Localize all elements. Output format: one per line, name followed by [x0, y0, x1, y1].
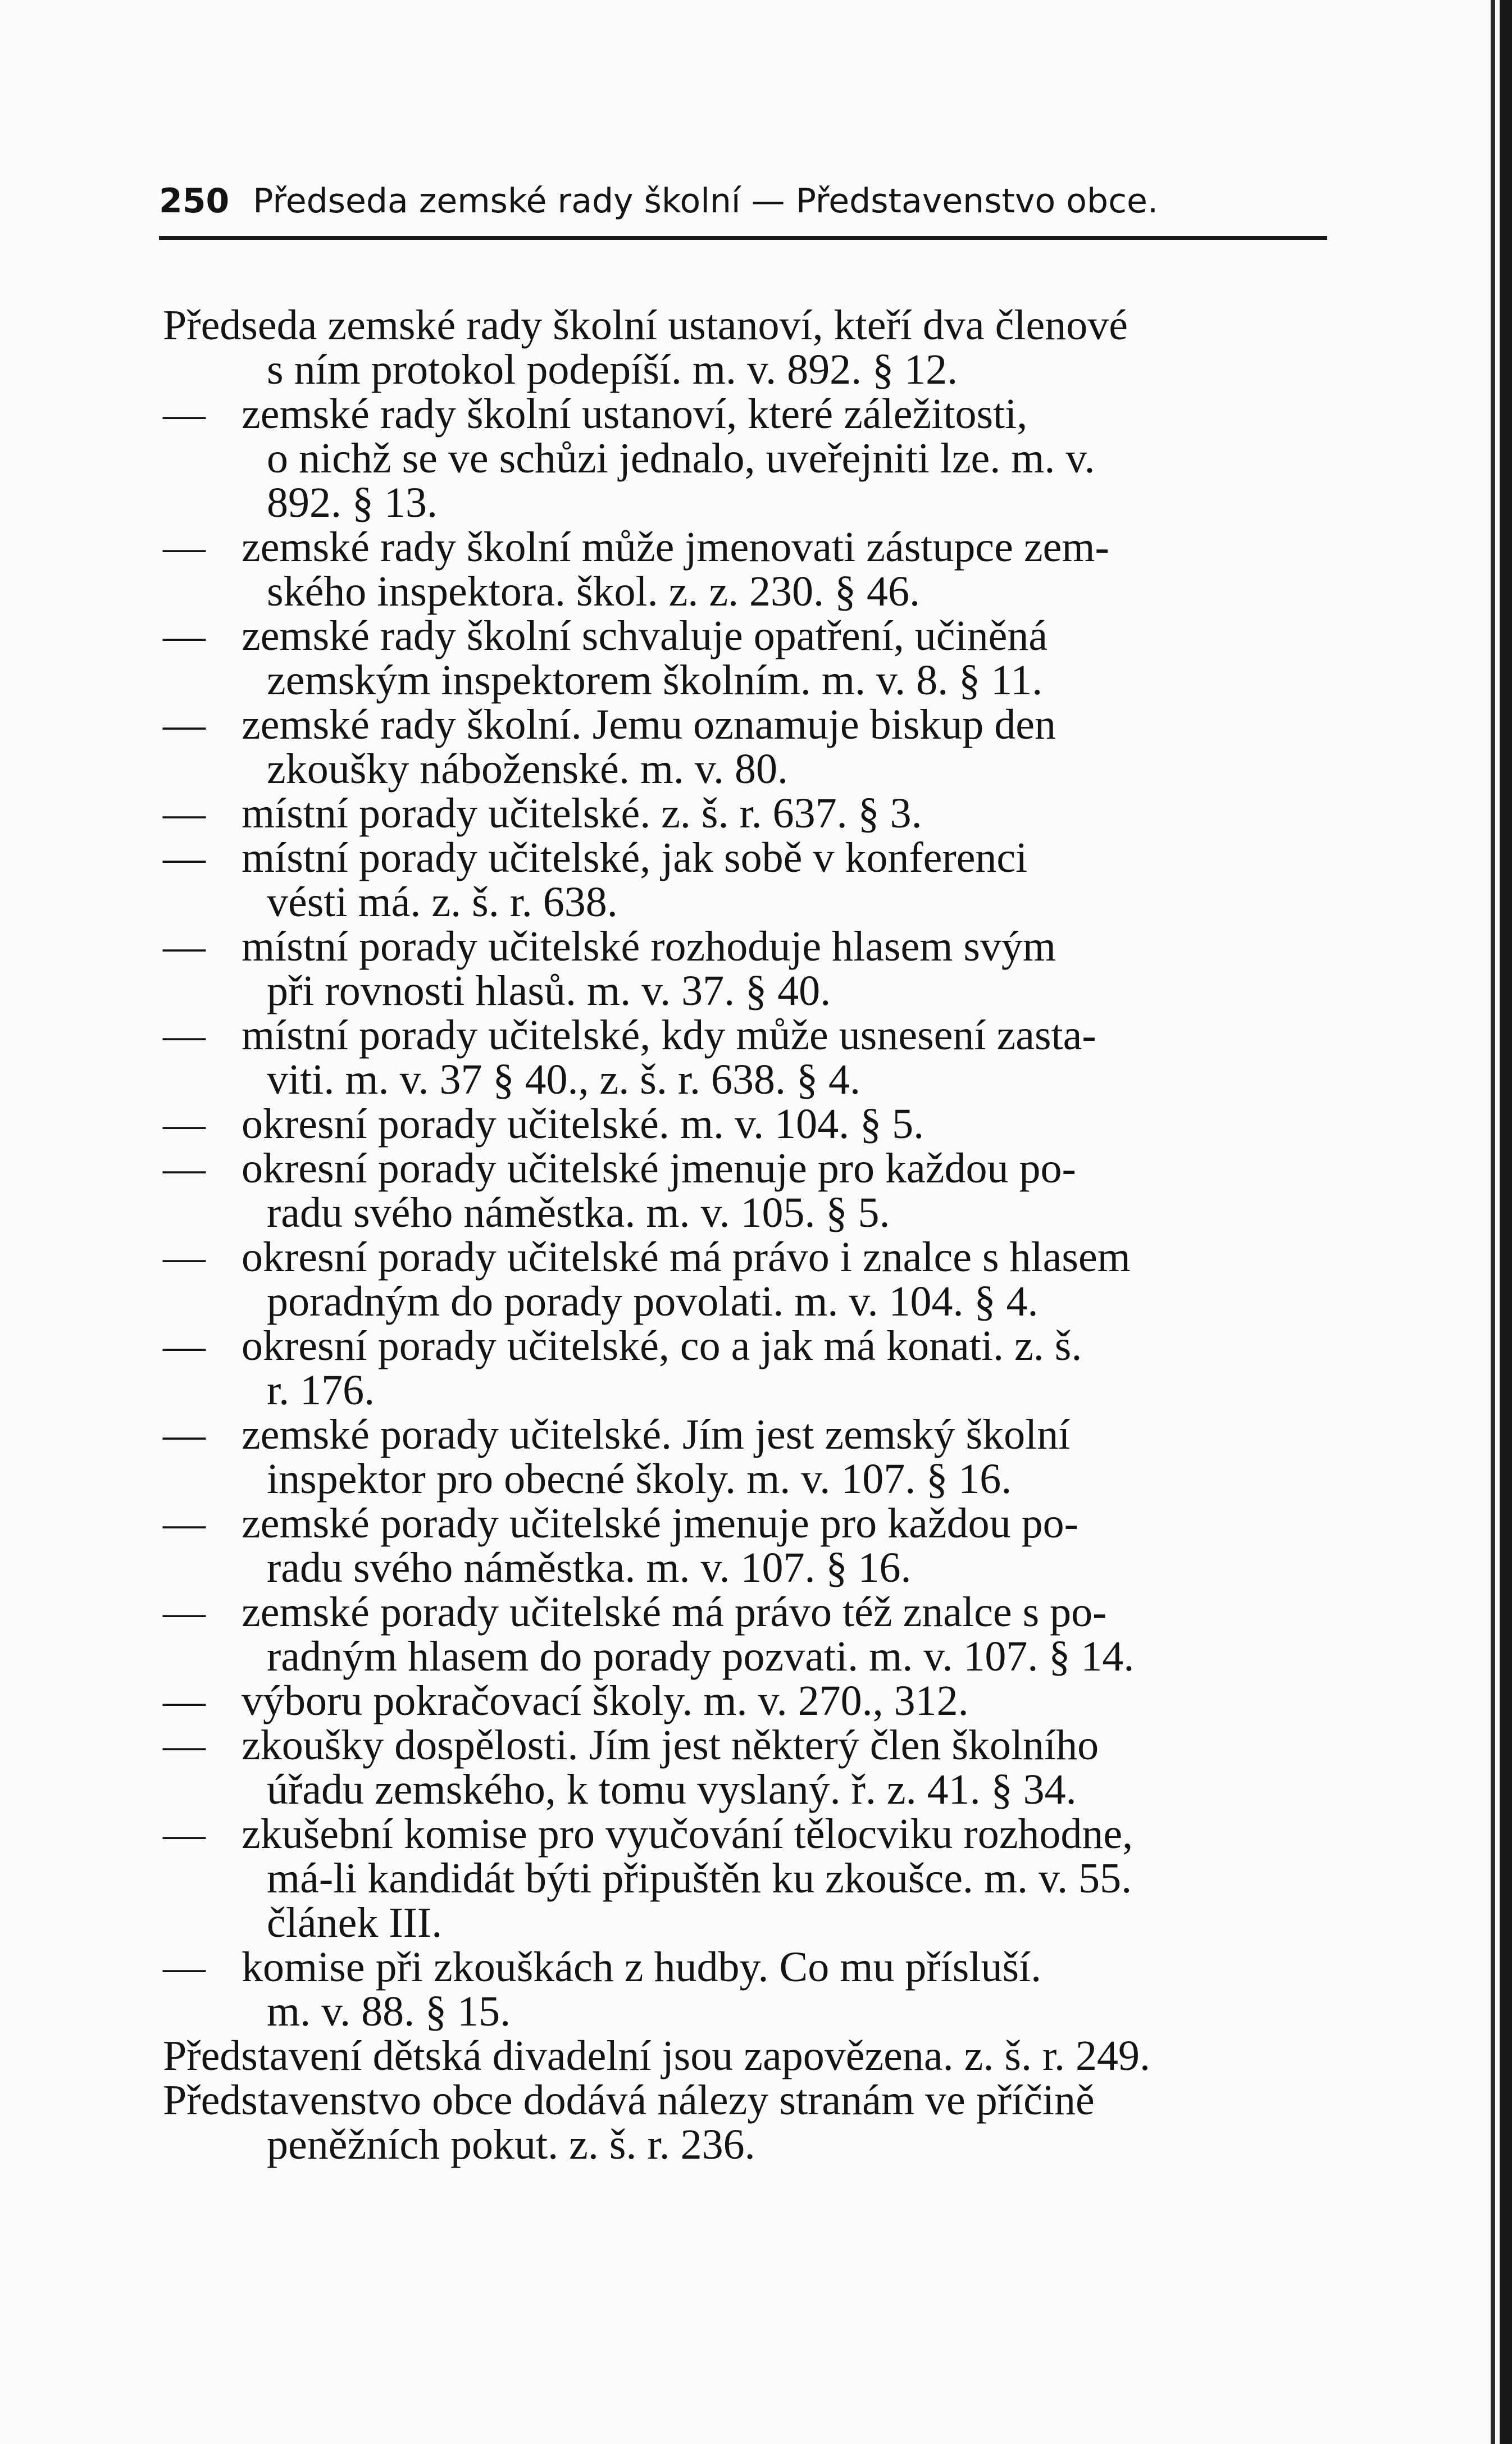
entry-line: zemským inspektorem školním. m. v. 8. § 11. — [267, 657, 1043, 704]
index-subentry — [163, 1146, 1348, 1235]
index-subentry — [163, 1013, 1348, 1102]
entry-text: místní porady učitelské. z. š. r. 637. § 3. — [242, 790, 922, 837]
index-subentry — [163, 1945, 1348, 2034]
entry-line: o nichž se ve schůzi jednalo, uveřejniti lze. m. v. — [267, 435, 1095, 482]
entry-line: při rovnosti hlasů. m. v. 37. § 40. — [267, 967, 831, 1014]
entry-line — [163, 1234, 1348, 1281]
dash-marker: — — [163, 390, 206, 438]
index-body — [163, 303, 1348, 2167]
entry-line: zkoušky náboženské. m. v. 80. — [267, 745, 788, 793]
index-subentry — [163, 1413, 1348, 1501]
entry-text: výboru pokračovací školy. m. v. 270., 312. — [242, 1677, 969, 1724]
page-number: 250 — [159, 181, 230, 221]
entry-line — [163, 1944, 1348, 1991]
index-subentry — [163, 392, 1348, 525]
entry-line — [163, 1012, 1348, 1059]
entry-text: zemské rady školní schvaluje opatření, učiněná — [242, 612, 1048, 659]
index-subentry — [163, 525, 1348, 614]
page-edge — [1500, 0, 1512, 2444]
entry-text: zemské porady učitelské. Jím jest zemský školní — [242, 1411, 1071, 1458]
entry-line: m. v. 88. § 15. — [267, 1988, 511, 2035]
entry-text: zemské rady školní může jmenovati zástupce zem- — [242, 524, 1109, 571]
running-title: Předseda zemské rady školní — Představenstvo obce. — [253, 181, 1159, 221]
dash-marker: — — [163, 1677, 206, 1724]
dash-marker: — — [163, 834, 206, 881]
dash-marker: — — [163, 1411, 206, 1458]
entry-line: ského inspektora. škol. z. z. 230. § 46. — [267, 568, 921, 615]
index-subentry — [163, 703, 1348, 791]
index-entry — [163, 303, 1348, 392]
entry-line: radným hlasem do porady pozvati. m. v. 107. § 14. — [267, 1633, 1135, 1680]
dash-marker: — — [163, 1012, 206, 1059]
entry-line — [163, 1810, 1348, 1858]
entry-line — [163, 1677, 1348, 1724]
entry-line — [163, 390, 1348, 438]
entry-line: vésti má. z. š. r. 638. — [267, 879, 618, 926]
entry-line: poradným do porady povolati. m. v. 104. § 4. — [267, 1278, 1039, 1325]
index-entry — [163, 2034, 1348, 2078]
entry-text: okresní porady učitelské jmenuje pro každou po- — [242, 1145, 1076, 1192]
entry-text: zkoušky dospělosti. Jím jest některý člen školního — [242, 1722, 1099, 1769]
index-subentry — [163, 1102, 1348, 1146]
index-subentry — [163, 1324, 1348, 1413]
entry-line: 892. § 13. — [267, 479, 438, 526]
entry-line — [163, 1500, 1348, 1547]
entry-line: má-li kandidát býti připuštěn ku zkoušce. m. v. 55. — [267, 1855, 1132, 1902]
entry-text: zkušební komise pro vyučování tělocviku rozhodne, — [242, 1810, 1133, 1858]
dash-marker: — — [163, 1722, 206, 1769]
entry-line — [163, 923, 1348, 970]
entry-line — [163, 1100, 1348, 1148]
entry-line — [163, 524, 1348, 571]
dash-marker: — — [163, 1500, 206, 1547]
entry-text: místní porady učitelské rozhoduje hlasem svým — [242, 923, 1056, 970]
entry-line — [163, 701, 1348, 748]
dash-marker: — — [163, 1100, 206, 1148]
index-subentry — [163, 1679, 1348, 1723]
entry-text: okresní porady učitelské má právo i znalce s hlasem — [242, 1234, 1131, 1281]
entry-text: okresní porady učitelské, co a jak má konati. z. š. — [242, 1322, 1082, 1369]
entry-line: radu svého náměstka. m. v. 107. § 16. — [267, 1544, 912, 1591]
entry-line — [163, 834, 1348, 881]
dash-marker: — — [163, 1589, 206, 1636]
entry-line: r. 176. — [267, 1367, 375, 1414]
entry-line: peněžních pokut. z. š. r. 236. — [267, 2121, 755, 2168]
entry-text: okresní porady učitelské. m. v. 104. § 5. — [242, 1100, 924, 1148]
dash-marker: — — [163, 923, 206, 970]
entry-line: úřadu zemského, k tomu vyslaný. ř. z. 41. § 34. — [267, 1766, 1077, 1813]
dash-marker: — — [163, 1944, 206, 1991]
entry-line — [163, 1589, 1348, 1636]
entry-line: viti. m. v. 37 § 40., z. š. r. 638. § 4. — [267, 1056, 860, 1103]
entry-line: Představení dětská divadelní jsou zapovězena. z. š. r. 249. — [163, 2032, 1151, 2079]
entry-text: zemské porady učitelské jmenuje pro každou po- — [242, 1500, 1078, 1547]
entry-line — [163, 1411, 1348, 1458]
entry-line — [163, 790, 1348, 837]
index-subentry — [163, 614, 1348, 703]
entry-text: zemské rady školní ustanoví, které záležitosti, — [242, 390, 1028, 438]
dash-marker: — — [163, 1234, 206, 1281]
page-edge-shadow — [1491, 0, 1495, 2444]
dash-marker: — — [163, 524, 206, 571]
dash-marker: — — [163, 1810, 206, 1858]
index-subentry — [163, 925, 1348, 1013]
header-rule — [159, 236, 1327, 240]
index-subentry — [163, 791, 1348, 836]
entry-line — [163, 1322, 1348, 1369]
entry-text: místní porady učitelské, kdy může usnesení zasta- — [242, 1012, 1096, 1059]
dash-marker: — — [163, 1145, 206, 1192]
dash-marker: — — [163, 612, 206, 659]
dash-marker: — — [163, 701, 206, 748]
entry-text: místní porady učitelské, jak sobě v konferenci — [242, 834, 1028, 881]
index-entry — [163, 2078, 1348, 2167]
entry-line: článek III. — [267, 1899, 443, 1946]
entry-line: Předseda zemské rady školní ustanoví, kteří dva členové — [163, 302, 1128, 349]
entry-line: radu svého náměstka. m. v. 105. § 5. — [267, 1189, 890, 1236]
entry-line — [163, 1722, 1348, 1769]
entry-line: Představenstvo obce dodává nálezy stranám ve příčině — [163, 2077, 1095, 2124]
entry-line: inspektor pro obecné školy. m. v. 107. § 16. — [267, 1455, 1012, 1503]
index-subentry — [163, 1590, 1348, 1679]
entry-line — [163, 1145, 1348, 1192]
index-subentry — [163, 836, 1348, 925]
index-subentry — [163, 1235, 1348, 1324]
entry-line — [163, 612, 1348, 659]
entry-line: s ním protokol podepíší. m. v. 892. § 12. — [267, 346, 958, 393]
running-header — [159, 179, 1322, 224]
index-subentry — [163, 1723, 1348, 1812]
entry-text: komise při zkouškách z hudby. Co mu přísluší. — [242, 1944, 1042, 1991]
entry-text: zemské porady učitelské má právo též znalce s po- — [242, 1589, 1107, 1636]
dash-marker: — — [163, 1322, 206, 1369]
index-subentry — [163, 1812, 1348, 1945]
entry-text: zemské rady školní. Jemu oznamuje biskup den — [242, 701, 1056, 748]
index-subentry — [163, 1501, 1348, 1590]
dash-marker: — — [163, 790, 206, 837]
